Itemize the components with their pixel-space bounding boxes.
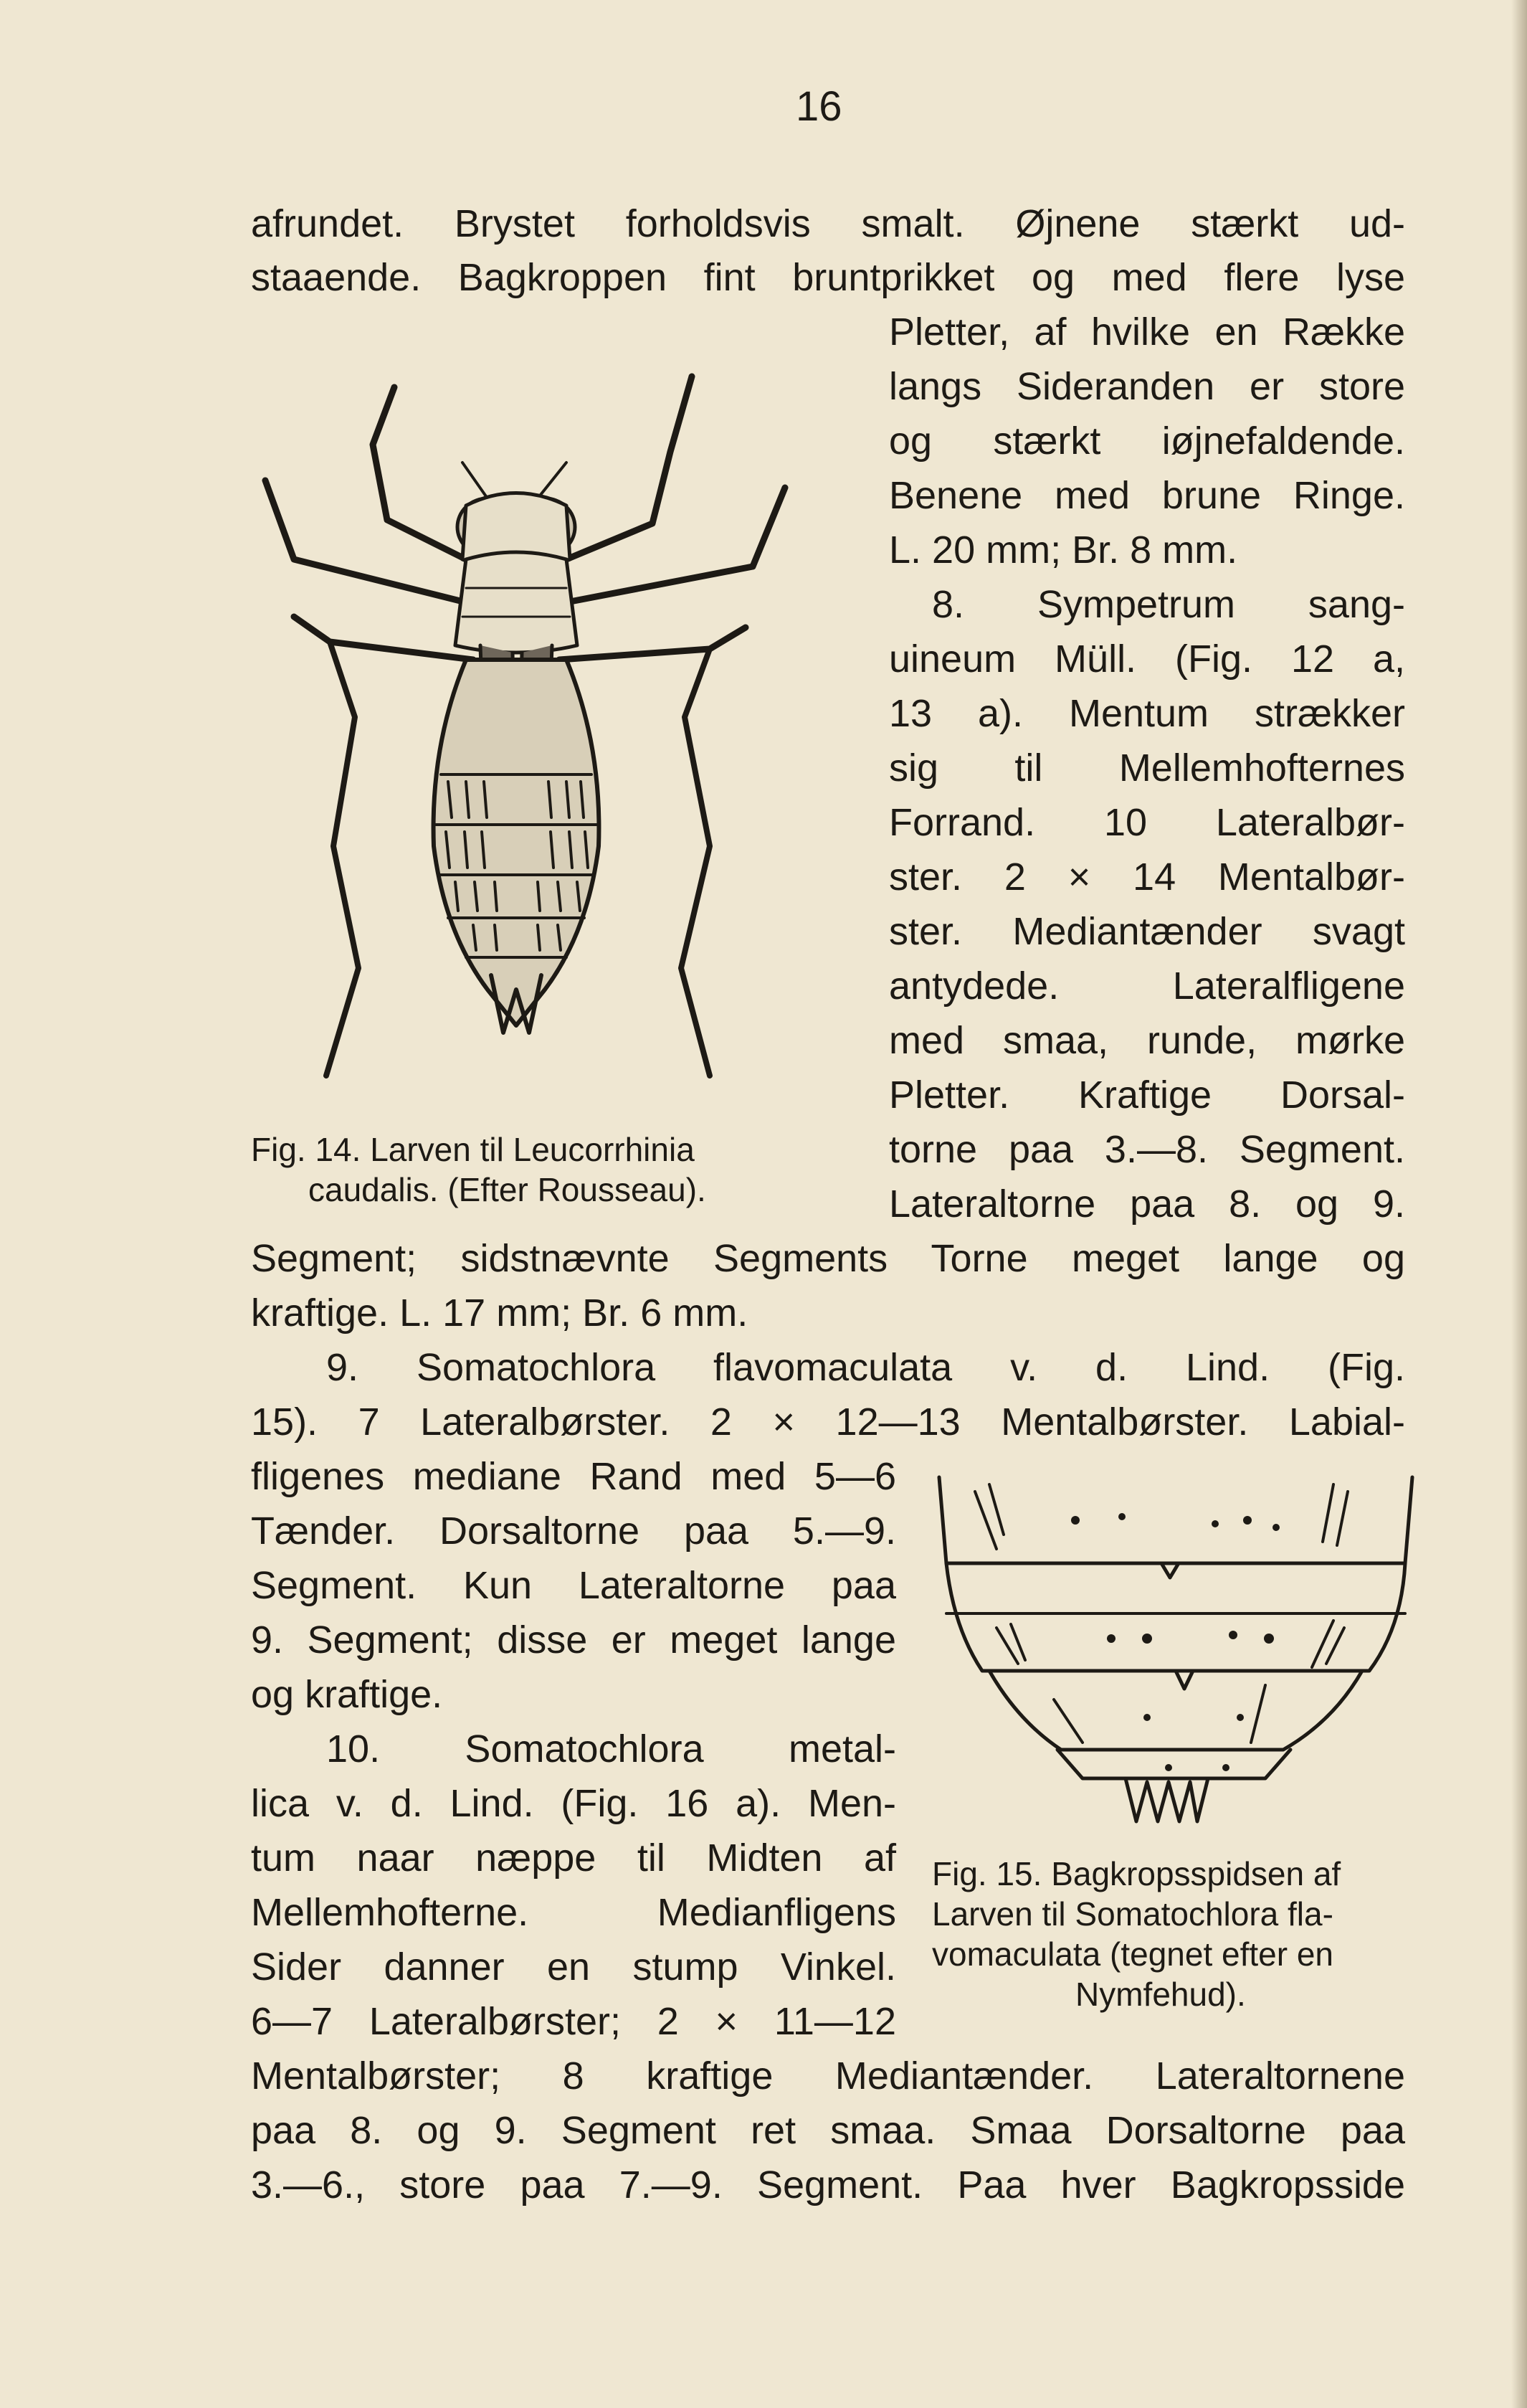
figure-15-caption-line: vomaculata (tegnet efter en [932, 1935, 1333, 1973]
text-line: Mentalbørster; 8 kraftige Mediantænder. Lateraltornene [251, 2054, 1405, 2097]
text-line: Lateraltorne paa 8. og 9. [889, 1182, 1405, 1226]
figure-15-abdomen-tip-illustration [932, 1463, 1419, 1829]
text-line: sig til Mellemhofternes [889, 746, 1405, 790]
text-line: L. 20 mm; Br. 8 mm. [889, 528, 1238, 572]
species-heading-somatochlora-flavomaculata: 9. Somatochlora flavomaculata v. d. Lind. (Fig. [326, 1346, 1405, 1389]
text-line: lica v. d. Lind. (Fig. 16 a). Men- [251, 1782, 896, 1825]
text-line: Segment; sidstnævnte Segments Torne meget lange og [251, 1237, 1405, 1280]
text-line: Mellemhofterne. Medianfligens [251, 1891, 896, 1934]
text-line: 13 a). Mentum strækker [889, 692, 1405, 735]
text-line: staaende. Bagkroppen fint bruntprikket og med flere lyse [251, 256, 1405, 299]
text-line: fligenes mediane Rand med 5—6 [251, 1455, 896, 1498]
figure-15-caption-line: Larven til Somatochlora fla- [932, 1895, 1333, 1933]
text-line: kraftige. L. 17 mm; Br. 6 mm. [251, 1291, 748, 1335]
text-line: langs Sideranden er store [889, 365, 1405, 408]
page-edge-shadow [1511, 0, 1527, 2408]
text-line: 9. Segment; disse er meget lange [251, 1618, 896, 1662]
species-heading-somatochlora-metallica: 10. Somatochlora metal- [326, 1727, 896, 1771]
text-line: Sider danner en stump Vinkel. [251, 1945, 896, 1989]
text-line: paa 8. og 9. Segment ret smaa. Smaa Dorsaltorne paa [251, 2109, 1405, 2152]
figure-14-caption-line: caudalis. (Efter Rousseau). [308, 1171, 706, 1208]
text-line: 15). 7 Lateralbørster. 2 × 12—13 Mentalbørster. Labial- [251, 1400, 1405, 1444]
text-line: tum naar næppe til Midten af [251, 1836, 896, 1880]
text-line: afrundet. Brystet forholdsvis smalt. Øjnene stærkt ud- [251, 202, 1405, 245]
figure-14-larva-illustration [251, 344, 796, 1119]
text-line: ster. 2 × 14 Mentalbør- [889, 855, 1405, 899]
text-line: Pletter, af hvilke en Række [889, 311, 1405, 354]
figure-14-caption-line: Fig. 14. Larven til Leucorrhinia [251, 1131, 695, 1168]
text-line: Forrand. 10 Lateralbør- [889, 801, 1405, 844]
text-line: 3.—6., store paa 7.—9. Segment. Paa hver Bagkropsside [251, 2163, 1405, 2206]
text-line: antydede. Lateralfligene [889, 964, 1405, 1008]
page-number: 16 [796, 83, 842, 130]
text-line: ster. Mediantænder svagt [889, 910, 1405, 953]
text-line: uineum Müll. (Fig. 12 a, [889, 637, 1405, 681]
text-line: og kraftige. [251, 1673, 443, 1716]
text-line: 6—7 Lateralbørster; 2 × 11—12 [251, 2000, 896, 2043]
text-line: Tænder. Dorsaltorne paa 5.—9. [251, 1509, 896, 1553]
text-line: Pletter. Kraftige Dorsal- [889, 1073, 1405, 1117]
species-heading-sympetrum: 8. Sympetrum sang- [932, 583, 1405, 626]
figure-15-caption-line: Nymfehud). [1075, 1976, 1246, 2013]
text-line: torne paa 3.—8. Segment. [889, 1128, 1405, 1171]
text-line: og stærkt iøjnefaldende. [889, 419, 1405, 463]
text-line: med smaa, runde, mørke [889, 1019, 1405, 1062]
text-line: Benene med brune Ringe. [889, 474, 1405, 517]
figure-15-caption-line: Fig. 15. Bagkropsspidsen af [932, 1855, 1341, 1892]
text-line: Segment. Kun Lateraltorne paa [251, 1564, 896, 1607]
